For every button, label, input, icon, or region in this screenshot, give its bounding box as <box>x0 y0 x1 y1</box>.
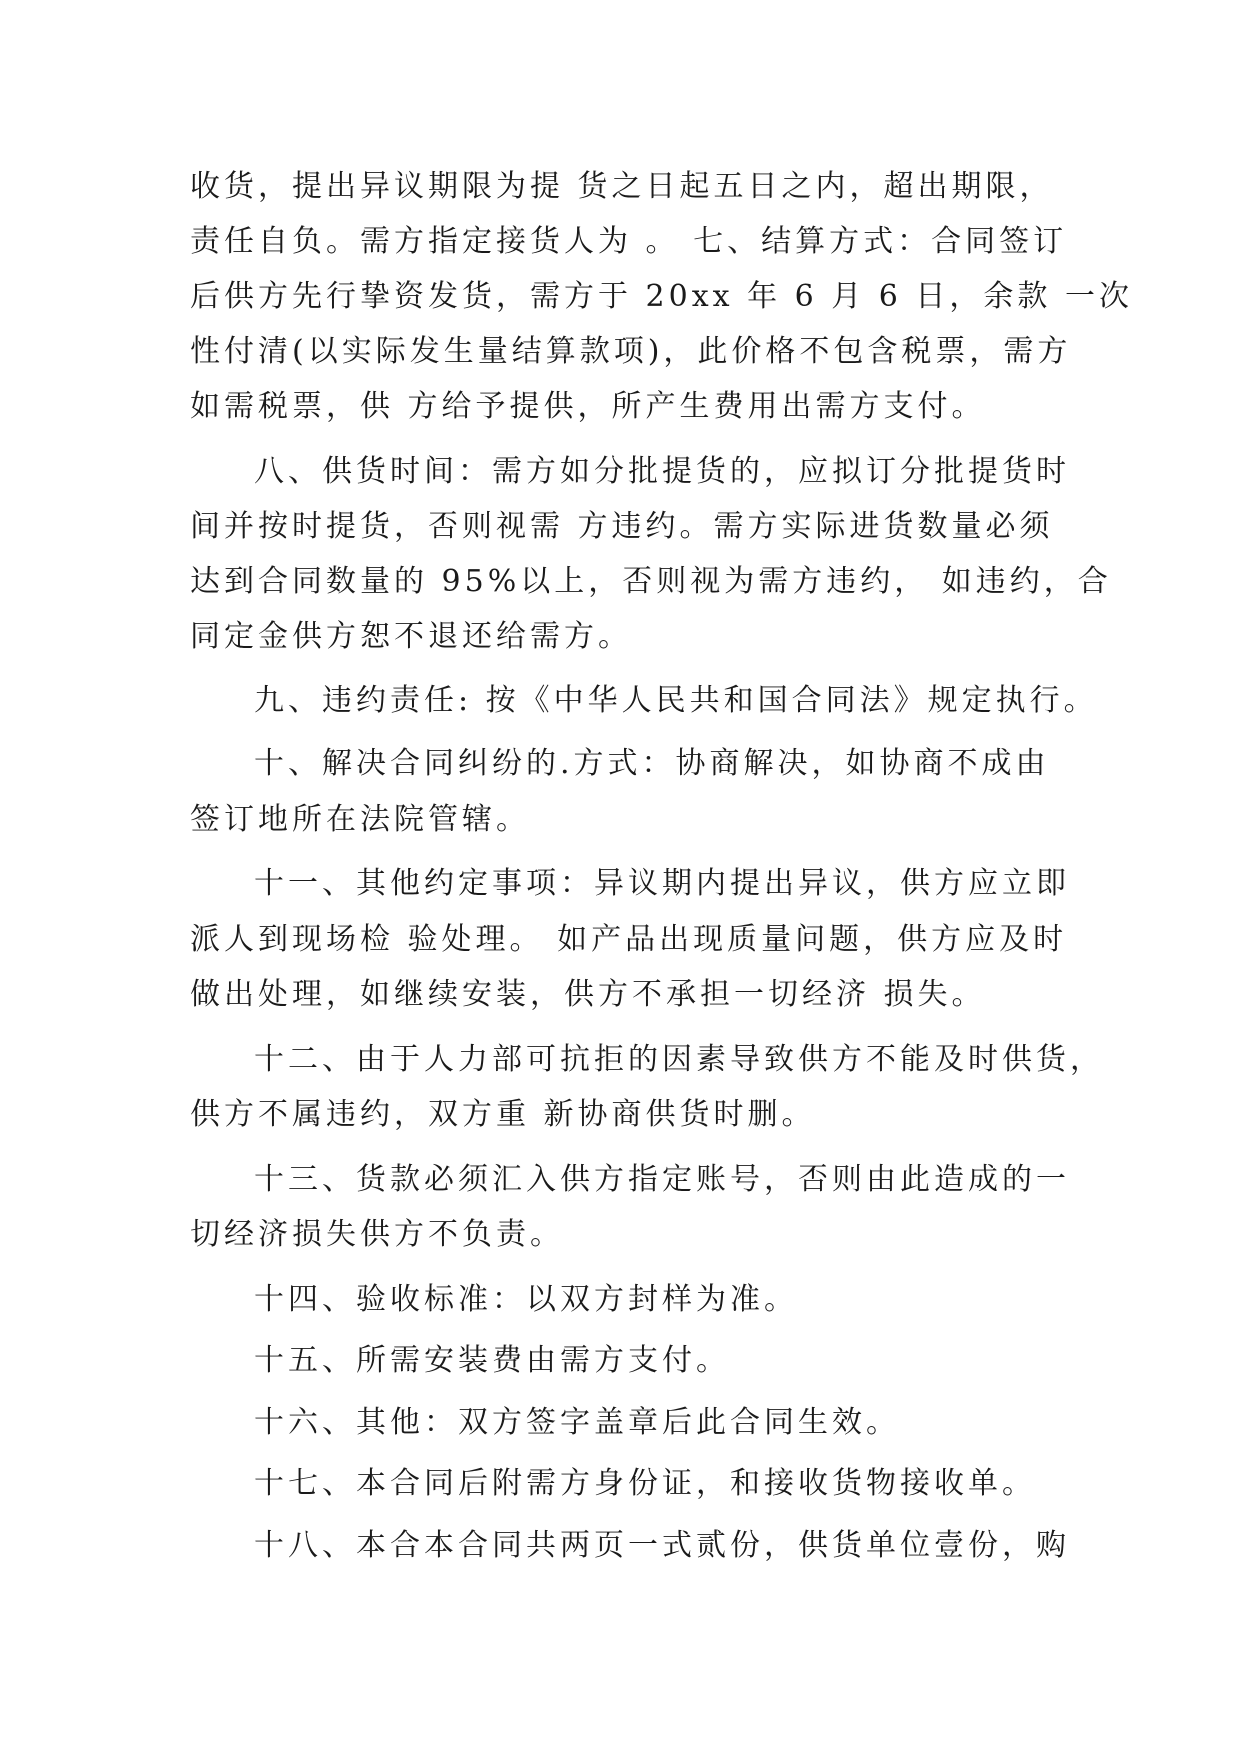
text-line: 收货，提出异议期限为提 货之日起五日之内，超出期限， <box>190 169 1054 204</box>
text-line: 做出处理，如继续安装，供方不承担一切经济 损失。 <box>190 977 986 1012</box>
text-line: 达到合同数量的 95%以上，否则视为需方违约， 如违约，合 <box>190 564 1112 599</box>
paragraph-start: 十六、其他：双方签字盖章后此合同生效。 <box>254 1405 900 1440</box>
paragraph-start: 十、解决合同纠纷的.方式：协商解决，如协商不成由 <box>254 746 1050 781</box>
text-line: 性付清(以实际发生量结算款项)，此价格不包含税票，需方 <box>190 334 1072 369</box>
paragraph-start: 十一、其他约定事项：异议期内提出异议，供方应立即 <box>254 866 1070 901</box>
paragraph-start: 九、违约责任: 按《中华人民共和国合同法》规定执行。 <box>254 683 1098 718</box>
paragraph-start: 十五、所需安装费由需方支付。 <box>254 1343 730 1378</box>
paragraph-start: 八、供货时间：需方如分批提货的，应拟订分批提货时 <box>254 454 1070 489</box>
text-line: 后供方先行挚资发货，需方于 20xx 年 6 月 6 日，余款 一次 <box>190 279 1133 314</box>
paragraph-start: 十二、由于人力部可抗拒的因素导致供方不能及时供货， <box>254 1042 1104 1077</box>
text-line: 供方不属违约，双方重 新协商供货时删。 <box>190 1097 816 1132</box>
text-line: 派人到现场检 验处理。 如产品出现质量问题，供方应及时 <box>190 922 1068 957</box>
text-line: 切经济损失供方不负责。 <box>190 1217 564 1252</box>
text-line: 间并按时提货，否则视需 方违约。需方实际进货数量必须 <box>190 509 1054 544</box>
text-line: 责任自负。需方指定接货人为 。 七、结算方式：合同签订 <box>190 224 1068 259</box>
text-line: 如需税票，供 方给予提供，所产生费用出需方支付。 <box>190 389 986 424</box>
text-line: 同定金供方恕不退还给需方。 <box>190 619 632 654</box>
paragraph-start: 十七、本合同后附需方身份证，和接收货物接收单。 <box>254 1466 1036 1501</box>
paragraph-start: 十八、本合本合同共两页一式贰份，供货单位壹份，购 <box>254 1528 1070 1563</box>
paragraph-start: 十四、验收标准：以双方封样为准。 <box>254 1282 798 1317</box>
paragraph-start: 十三、货款必须汇入供方指定账号，否则由此造成的一 <box>254 1162 1070 1197</box>
text-line: 签订地所在法院管辖。 <box>190 802 530 837</box>
